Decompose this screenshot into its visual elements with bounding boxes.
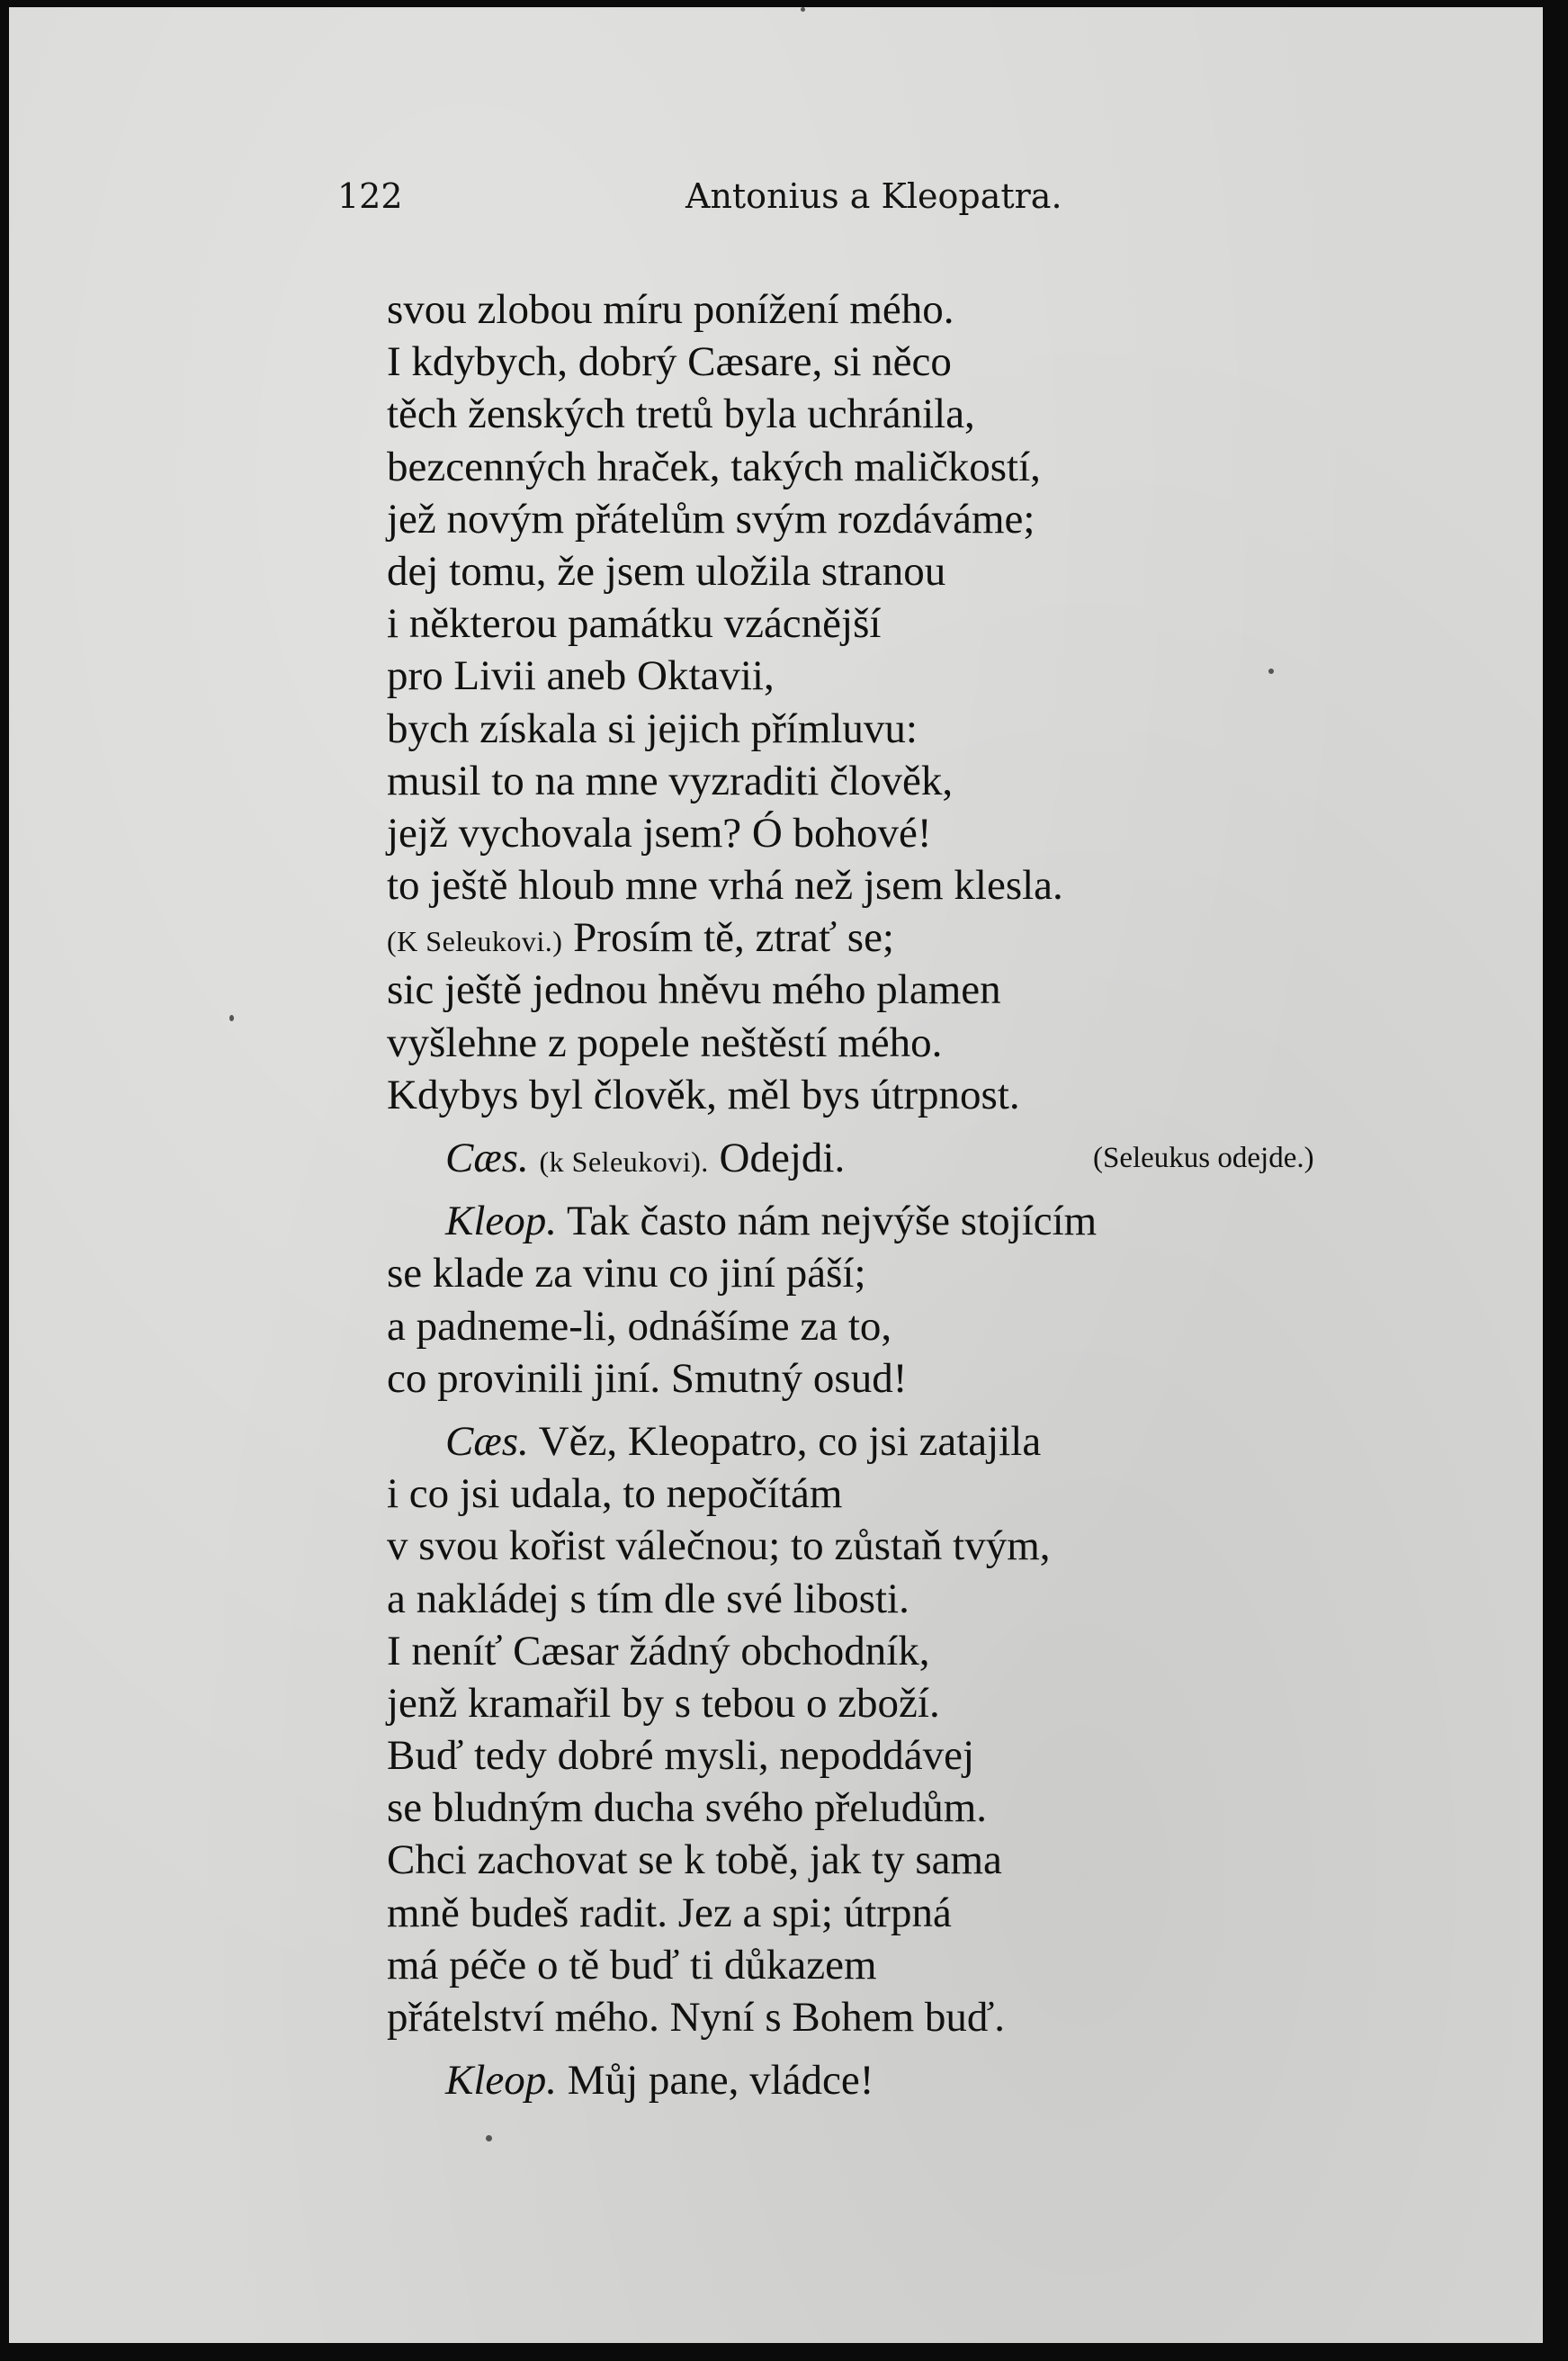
verse-line: I kdybych, dobrý Cæsare, si něco: [387, 338, 952, 386]
verse-line: Kdybys byl člověk, měl bys útrpnost.: [387, 1071, 1020, 1118]
paper-speck: [1268, 669, 1274, 674]
verse-line: se klade za vinu co jiní páší;: [387, 1250, 866, 1297]
verse-line: přátelství mého. Nyní s Bohem buď.: [387, 1994, 1006, 2041]
verse-line: svou zlobou míru ponížení mého.: [387, 286, 954, 333]
verse-fragment: Prosím tě, ztrať se;: [573, 914, 894, 962]
verse-line: co provinili jiní. Smutný osud!: [387, 1354, 908, 1402]
verse-line: těch ženských tretů byla uchránila,: [387, 391, 975, 438]
verse-line: jejž vychovala jsem? Ó bohové!: [387, 809, 932, 857]
speaker-name: Cæs.: [445, 1417, 529, 1465]
stage-direction-exit: (Seleukus odejde.): [1093, 1142, 1314, 1174]
verse-fragment: Odejdi.: [719, 1135, 846, 1181]
verse-line: jež novým přátelům svým rozdáváme;: [387, 495, 1035, 543]
verse-line: [387, 911, 1097, 964]
verse-text: [387, 283, 1314, 2106]
running-header: [9, 176, 1543, 230]
verse-line: Buď tedy dobré mysli, nepoddávej: [387, 1732, 975, 1780]
book-page: [9, 7, 1543, 2343]
verse-line: dej tomu, že jsem uložila stranou: [387, 547, 946, 595]
verse-line: musil to na mne vyzraditi člověk,: [387, 757, 954, 804]
verse-line: bych získala si jejich přímluvu:: [387, 705, 918, 752]
verse-line: i co jsi udala, to nepočítám: [387, 1470, 843, 1518]
speaker-name: Cæs.: [445, 1135, 529, 1181]
verse-line: a nakládej s tím dle své libosti.: [387, 1575, 909, 1622]
stage-direction: (K Seleukovi.): [387, 925, 563, 958]
verse-line: vyšlehne z popele neštěstí mého.: [387, 1019, 943, 1066]
running-title: Antonius a Kleopatra.: [685, 176, 1062, 216]
verse-line: bezcenných hraček, takých maličkostí,: [387, 443, 1041, 490]
verse-fragment: Věz, Kleopatro, co jsi zatajila: [538, 1417, 1042, 1465]
verse-fragment: Můj pane, vládce!: [567, 2057, 874, 2105]
speaker-name: Kleop.: [445, 2057, 558, 2105]
verse-line: I neníť Cæsar žádný obchodník,: [387, 1627, 930, 1674]
stage-direction: (k Seleukovi).: [539, 1145, 709, 1178]
verse-line: sic ještě jednou hněvu mého plamen: [387, 966, 1001, 1014]
verse-line: se bludným ducha svého přeludům.: [387, 1784, 988, 1832]
verse-line: pro Livii aneb Oktavii,: [387, 652, 775, 700]
verse-line: mně budeš radit. Jez a spi; útrpná: [387, 1889, 952, 1936]
verse-line: [387, 1132, 1314, 1184]
verse-line: [387, 2054, 1097, 2106]
verse-line: [387, 1195, 1097, 1247]
verse-line: Chci zachovat se k tobě, jak ty sama: [387, 1836, 1002, 1884]
verse-line: [387, 1415, 1097, 1468]
paper-speck: [229, 1015, 234, 1021]
verse-line: v svou kořist válečnou; to zůstaň tvým,: [387, 1522, 1051, 1570]
speaker-name: Kleop.: [445, 1198, 558, 1245]
paper-speck: [486, 2135, 492, 2141]
paper-speck: [801, 7, 805, 12]
verse-line: jenž kramařil by s tebou o zboží.: [387, 1679, 940, 1727]
verse-line: i některou památku vzácnější: [387, 600, 882, 648]
verse-line: to ještě hloub mne vrhá než jsem klesla.: [387, 862, 1063, 910]
verse-line: a padneme-li, odnášíme za to,: [387, 1302, 892, 1350]
verse-line: má péče o tě buď ti důkazem: [387, 1941, 877, 1988]
verse-fragment: Tak často nám nejvýše stojícím: [566, 1198, 1098, 1245]
page-number: 122: [337, 176, 403, 216]
